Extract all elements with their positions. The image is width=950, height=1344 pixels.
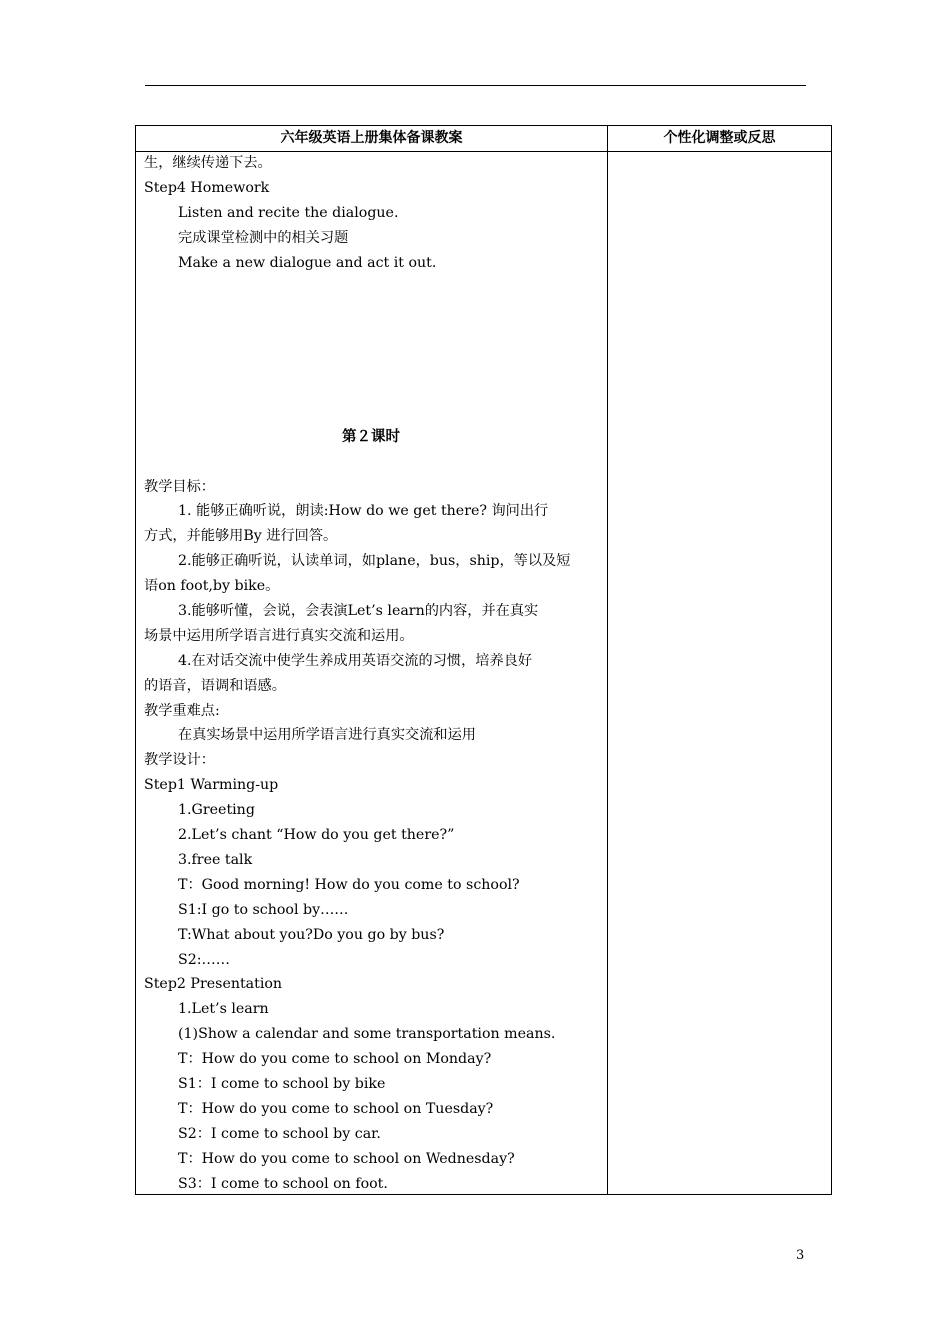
page-number: 3 [796,1248,805,1263]
dialogue-line: S1：I come to school by bike [178,1075,386,1092]
text-line: 1.Let’s learn [178,1001,269,1018]
header-lesson-plan: 六年级英语上册集体备课教案 [280,130,463,146]
dialogue-line: T：Good morning! How do you come to school? [178,876,520,893]
column-divider [607,126,608,1194]
text-line: Make a new dialogue and act it out. [178,254,437,271]
text-line: 4.在对话交流中使学生养成用英语交流的习惯，培养良好 [178,652,533,669]
dialogue-line: S2:…… [178,951,230,968]
text-line: 生，继续传递下去。 [144,155,272,171]
text-line: 完成课堂检测中的相关习题 [178,229,349,246]
text-line: 2.Let’s chant “How do you get there?” [178,827,455,844]
section-heading: 教学目标： [144,478,215,495]
step-heading: Step4 Homework [144,179,270,196]
text-line: 的语音，语调和语感。 [144,677,286,694]
text-line: 在真实场景中运用所学语言进行真实交流和运用 [178,727,476,744]
blank-line [144,300,604,325]
lesson-plan-table [135,125,832,1195]
dialogue-line: T：How do you come to school on Monday? [178,1051,492,1068]
dialogue-line: S2：I come to school by car. [178,1125,381,1142]
blank-line [144,275,604,300]
step-heading: Step2 Presentation [144,976,283,993]
header-rule [145,85,806,86]
text-line: 1.Greeting [178,802,255,819]
dialogue-line: T：How do you come to school on Wednesday? [178,1150,515,1167]
dialogue-line: S1:I go to school by…… [178,901,349,918]
lesson-content [144,151,604,1196]
blank-line [144,450,604,475]
text-line: 方式，并能够用By 进行回答。 [144,528,338,545]
lesson-title: 第２课时 [342,428,400,445]
text-line: 语on foot,by bike。 [144,578,280,595]
text-line: Listen and recite the dialogue. [178,204,399,221]
section-heading: 教学重难点: [144,702,220,719]
blank-line [144,325,604,350]
blank-line [144,375,604,400]
section-heading: 教学设计： [144,752,215,769]
blank-line [144,350,604,375]
text-line: 3.能够听懂，会说，会表演Let’s learn的内容，并在真实 [178,603,539,620]
dialogue-line: T：How do you come to school on Tuesday? [178,1100,494,1117]
text-line: 3.free talk [178,851,253,868]
text-line: 1. 能够正确听说，朗读:How do we get there? 询问出行 [178,503,549,520]
step-heading: Step1 Warming-up [144,777,279,794]
blank-line [144,400,604,425]
text-line: (1)Show a calendar and some transportation means. [178,1026,556,1043]
dialogue-line: S3：I come to school on foot. [178,1175,388,1192]
text-line: 场景中运用所学语言进行真实交流和运用。 [144,627,414,644]
header-reflection: 个性化调整或反思 [663,130,776,146]
text-line: 2.能够正确听说，认读单词，如plane，bus，ship，等以及短 [178,553,571,570]
dialogue-line: T:What about you?Do you go by bus? [178,926,445,943]
